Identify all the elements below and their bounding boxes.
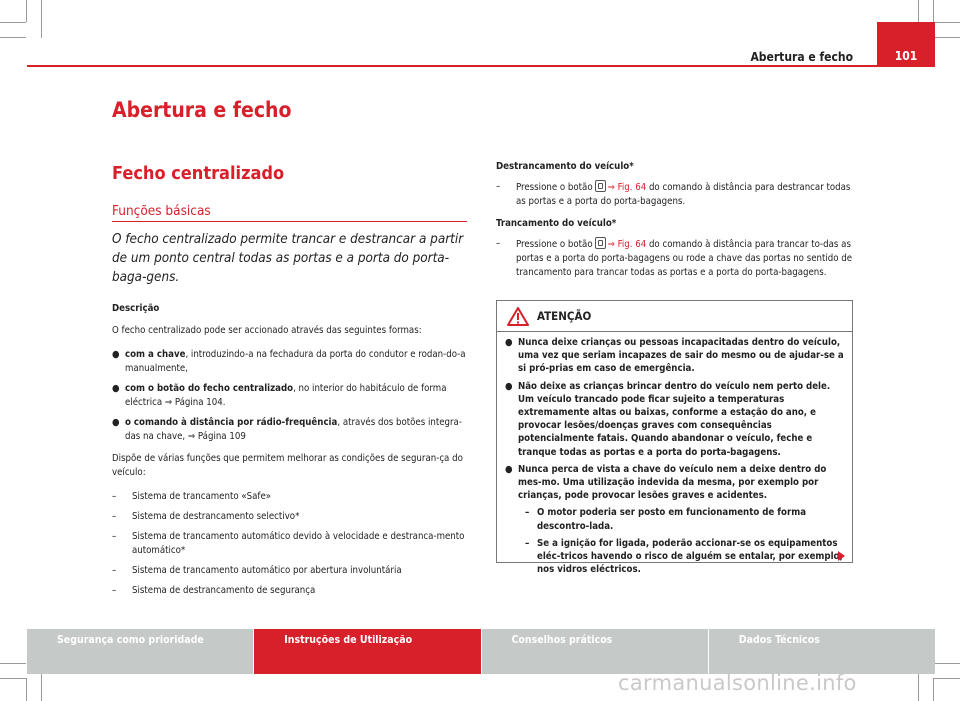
list-item: ● Não deixe as crianças brincar dentro do veículo nem perto dele. Um veículo trancado pode ficar sujeito a temperaturas extremamente altas ou baixas, conforme a estação do ano, e provocar lesões/doenças graves com consequências potencialmente fatais. Quando abandonar o veículo, feche e tranque todas as portas e a porta do porta-bagagens. (505, 380, 831, 458)
list-item: – Pressione o botão ⇒ Fig. 64 do comando à distância para trancar to-das as portas e a porta do porta-bagagens ou rode a chave das portas no sentido de trancamento para trancar todas as portas e a porta do porta-bagagens. (496, 238, 853, 278)
tab-seguranca[interactable]: Segurança como prioridade (27, 629, 253, 674)
warning-header (497, 301, 852, 332)
tab-dados-tecnicos[interactable]: Dados Técnicos (709, 629, 935, 674)
page-ref-link[interactable]: ⇒ Página 109 (187, 431, 246, 442)
descricao-text: O fecho centralizado pode ser accionado através das seguintes formas: (112, 325, 422, 336)
list-item: – Sistema de destrancamento de segurança (112, 585, 316, 596)
list-item: – Sistema de trancamento automático devido à velocidade e destranca-mento automático* (112, 531, 465, 556)
crop-mark (934, 22, 960, 23)
section-title: Fecho centralizado (112, 163, 285, 184)
crop-mark (934, 37, 960, 38)
list-item: – Sistema de trancamento automático por abertura involuntária (112, 565, 402, 576)
list-item: – O motor poderia ser posto em funcionamento de forma descontro-lada. (525, 507, 807, 532)
continue-arrow-icon (838, 551, 845, 561)
unlock-heading: Destrancamento do veículo* (496, 161, 634, 172)
list-item: ● Nunca perca de vista a chave do veículo nem a deixe dentro do mes-mo. Uma utilização indevida da mesma, por exemplo por crianças, pode provocar lesões graves e acidentes. (505, 463, 827, 502)
warning-label: ATENÇÃO (537, 309, 592, 323)
crop-mark (26, 678, 27, 701)
list-item: ● Nunca deixe crianças ou pessoas incapacitadas dentro do veículo, uma vez que seriam incapazes de sair do mesmo ou de ajudar-se a si pró-prias em caso de emergência. (505, 337, 844, 375)
lock-heading: Trancamento do veículo* (496, 218, 617, 229)
crop-mark (933, 0, 934, 22)
list-item: ● o comando à distância por rádio-frequência, através dos botões integra-das na chave, ⇒ Página 109 (112, 417, 462, 442)
crop-mark (933, 678, 934, 701)
subsection-title: Funções básicas (112, 203, 211, 219)
tab-conselhos[interactable]: Conselhos práticos (482, 629, 708, 674)
list-item: – Se a ignição for ligada, poderão accionar-se os equipamentos eléc-tricos havendo o risco de alguém se entalar, por exemplo, nos vidros eléctricos. (525, 537, 843, 576)
subsection-rule (112, 221, 467, 222)
crop-mark (0, 22, 26, 23)
crop-mark (934, 663, 960, 664)
crop-mark (0, 37, 26, 38)
list-item: – Sistema de trancamento «Safe» (112, 491, 272, 502)
unlock-key-icon (595, 180, 606, 192)
crop-mark (41, 0, 42, 38)
left-column (112, 230, 467, 598)
warning-box (496, 300, 853, 576)
footer-tabs (27, 629, 935, 674)
crop-mark (0, 678, 26, 679)
list-item: – Pressione o botão ⇒ Fig. 64 do comando à distância para destrancar todas as portas e a porta do porta-bagagens. (496, 181, 851, 207)
watermark: carmanualsonline.info (618, 671, 857, 695)
intro-paragraph: O fecho centralizado permite trancar e destrancar a partir de um ponto central todas as portas e a porta do porta-baga-gens. (112, 232, 464, 285)
list-item: ● com a chave, introduzindo-a na fechadura da porta do condutor e rodan-do-a manualmente, (112, 349, 466, 374)
warning-triangle-icon (507, 307, 529, 326)
crop-mark (934, 678, 960, 679)
bullet-icon: ● (112, 383, 120, 394)
bullet-icon: ● (505, 463, 513, 475)
crop-mark (26, 0, 27, 22)
right-column (496, 160, 853, 280)
crop-mark (0, 663, 26, 664)
chapter-title: Abertura e fecho (112, 98, 292, 122)
header-rule (27, 65, 935, 67)
functions-intro: Dispõe de várias funções que permitem melhorar as condições de seguran-ça do veículo: (112, 453, 463, 478)
list-item: – Sistema de destrancamento selectivo* (112, 511, 300, 522)
descricao-heading: Descrição (112, 303, 160, 314)
bullet-icon: ● (112, 417, 120, 428)
fig-ref-link[interactable]: ⇒ Fig. 64 (607, 182, 647, 193)
bullet-icon: ● (505, 380, 513, 392)
lock-key-icon (595, 237, 606, 249)
list-item: ● com o botão do fecho centralizado, no interior do habitáculo de forma eléctrica ⇒ Página 104. (112, 383, 447, 408)
running-header: Abertura e fecho (750, 50, 853, 64)
page-number: 101 (877, 22, 935, 67)
bullet-icon: ● (505, 337, 513, 348)
page-ref-link[interactable]: ⇒ Página 104. (164, 397, 226, 408)
bullet-icon: ● (112, 349, 120, 360)
tab-instrucoes[interactable]: Instruções de Utilização (254, 629, 480, 674)
warning-body (497, 332, 852, 576)
fig-ref-link[interactable]: ⇒ Fig. 64 (607, 239, 647, 250)
